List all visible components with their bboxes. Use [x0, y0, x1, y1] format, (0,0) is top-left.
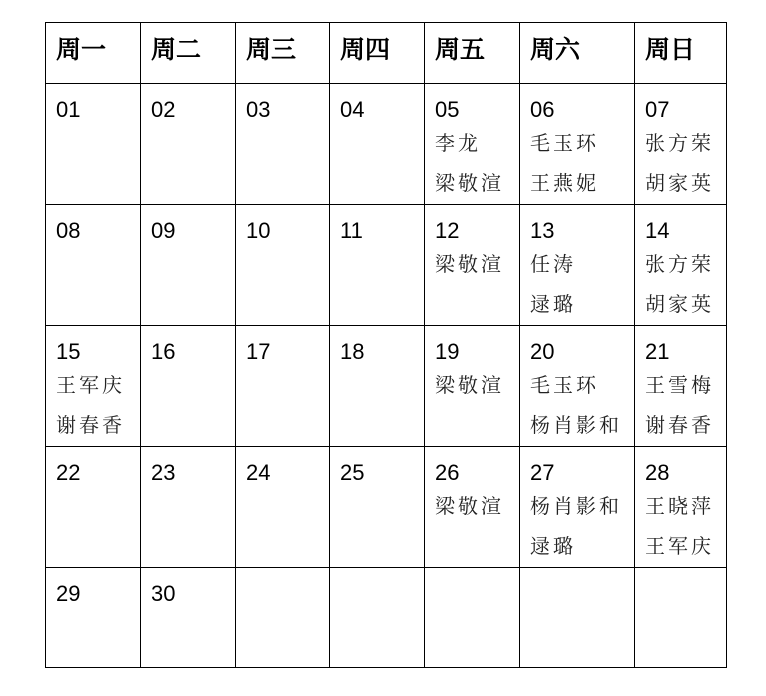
- day-cell: [141, 568, 236, 668]
- week-row: [46, 205, 727, 326]
- calendar-body: [46, 84, 727, 668]
- duty-person-name: 梁敬渲: [435, 494, 504, 518]
- duty-names: [530, 365, 634, 445]
- day-number: [645, 581, 726, 607]
- duty-person-name: 梁敬渲: [435, 171, 504, 195]
- week-row: [46, 326, 727, 447]
- week-row: [46, 447, 727, 568]
- day-number: 26: [435, 460, 460, 485]
- day-number: 16: [151, 339, 176, 364]
- duty-person-name: 任涛: [530, 252, 576, 276]
- weekday-header-sun: 周日: [635, 23, 727, 84]
- day-number: 06: [530, 97, 555, 122]
- duty-names: [530, 244, 634, 324]
- day-cell: [46, 568, 141, 668]
- day-cell: [330, 205, 425, 326]
- day-number: 10: [246, 218, 271, 243]
- day-number: 23: [151, 460, 176, 485]
- day-cell: [520, 84, 635, 205]
- duty-person-name: 杨肖影和: [530, 494, 622, 518]
- duty-person-name: 毛玉环: [530, 373, 599, 397]
- day-number: 09: [151, 218, 176, 243]
- day-cell: [141, 205, 236, 326]
- day-number: 14: [645, 218, 670, 243]
- duty-person-name: 逯璐: [530, 534, 576, 558]
- day-number: 30: [151, 581, 176, 606]
- day-number: 29: [56, 581, 81, 606]
- duty-names: [435, 365, 519, 405]
- day-number: 27: [530, 460, 555, 485]
- weekday-header-sat: 周六: [520, 23, 635, 84]
- day-cell: [330, 568, 425, 668]
- day-number: 25: [340, 460, 365, 485]
- duty-names: [435, 123, 519, 203]
- day-number: 03: [246, 97, 271, 122]
- duty-names: [435, 486, 519, 526]
- day-cell: [425, 447, 520, 568]
- day-cell: [520, 326, 635, 447]
- day-cell: [635, 84, 727, 205]
- day-number: 07: [645, 97, 670, 122]
- duty-person-name: 张方荣: [645, 252, 714, 276]
- duty-calendar: [45, 22, 727, 668]
- day-number: 01: [56, 97, 81, 122]
- weekday-header-thu: 周四: [330, 23, 425, 84]
- day-cell: [330, 447, 425, 568]
- weekday-header-fri: 周五: [425, 23, 520, 84]
- day-number: 02: [151, 97, 176, 122]
- duty-person-name: 王燕妮: [530, 171, 599, 195]
- duty-person-name: 王军庆: [645, 534, 714, 558]
- day-cell: [141, 84, 236, 205]
- duty-names: [56, 365, 140, 445]
- day-cell: [635, 326, 727, 447]
- weekday-header-wed: 周三: [236, 23, 330, 84]
- duty-person-name: 王雪梅: [645, 373, 714, 397]
- day-cell: [520, 447, 635, 568]
- day-number: 20: [530, 339, 555, 364]
- weekday-header-tue: 周二: [141, 23, 236, 84]
- day-number: 24: [246, 460, 271, 485]
- day-cell: [425, 326, 520, 447]
- duty-person-name: 毛玉环: [530, 131, 599, 155]
- day-cell: [635, 447, 727, 568]
- day-cell: [520, 568, 635, 668]
- day-cell: [520, 205, 635, 326]
- day-number: 22: [56, 460, 81, 485]
- duty-person-name: 王晓萍: [645, 494, 714, 518]
- duty-names: [530, 123, 634, 203]
- weekday-header-row: [46, 23, 727, 84]
- duty-person-name: 胡家英: [645, 171, 714, 195]
- day-cell: [46, 84, 141, 205]
- day-cell: [141, 447, 236, 568]
- day-number: 21: [645, 339, 670, 364]
- day-number: 19: [435, 339, 460, 364]
- duty-person-name: 谢春香: [56, 413, 125, 437]
- day-number: 28: [645, 460, 670, 485]
- duty-person-name: 杨肖影和: [530, 413, 622, 437]
- duty-person-name: 梁敬渲: [435, 373, 504, 397]
- duty-person-name: 逯璐: [530, 292, 576, 316]
- day-number: 13: [530, 218, 555, 243]
- day-cell: [236, 568, 330, 668]
- day-cell: [236, 447, 330, 568]
- day-cell: [635, 205, 727, 326]
- day-number: 18: [340, 339, 365, 364]
- duty-person-name: 谢春香: [645, 413, 714, 437]
- day-cell: [425, 84, 520, 205]
- day-cell: [425, 205, 520, 326]
- day-number: [246, 581, 329, 607]
- day-number: [530, 581, 634, 607]
- day-number: 05: [435, 97, 460, 122]
- day-cell: [425, 568, 520, 668]
- duty-names: [645, 244, 726, 324]
- duty-names: [645, 486, 726, 566]
- day-cell: [236, 326, 330, 447]
- week-row: [46, 568, 727, 668]
- day-cell: [141, 326, 236, 447]
- duty-person-name: 王军庆: [56, 373, 125, 397]
- day-cell: [46, 205, 141, 326]
- day-cell: [236, 84, 330, 205]
- day-cell: [330, 84, 425, 205]
- day-number: 08: [56, 218, 81, 243]
- day-cell: [236, 205, 330, 326]
- day-cell: [635, 568, 727, 668]
- duty-names: [645, 365, 726, 445]
- day-cell: [46, 447, 141, 568]
- duty-person-name: 梁敬渲: [435, 252, 504, 276]
- day-cell: [46, 326, 141, 447]
- day-number: 17: [246, 339, 271, 364]
- day-cell: [330, 326, 425, 447]
- day-number: [435, 581, 519, 607]
- duty-names: [645, 123, 726, 203]
- duty-person-name: 胡家英: [645, 292, 714, 316]
- day-number: [340, 581, 424, 607]
- week-row: [46, 84, 727, 205]
- day-number: 15: [56, 339, 81, 364]
- day-number: 04: [340, 97, 365, 122]
- weekday-header-mon: 周一: [46, 23, 141, 84]
- duty-names: [530, 486, 634, 566]
- duty-names: [435, 244, 519, 284]
- duty-person-name: 李龙: [435, 131, 481, 155]
- day-number: 12: [435, 218, 460, 243]
- duty-person-name: 张方荣: [645, 131, 714, 155]
- day-number: 11: [340, 218, 363, 243]
